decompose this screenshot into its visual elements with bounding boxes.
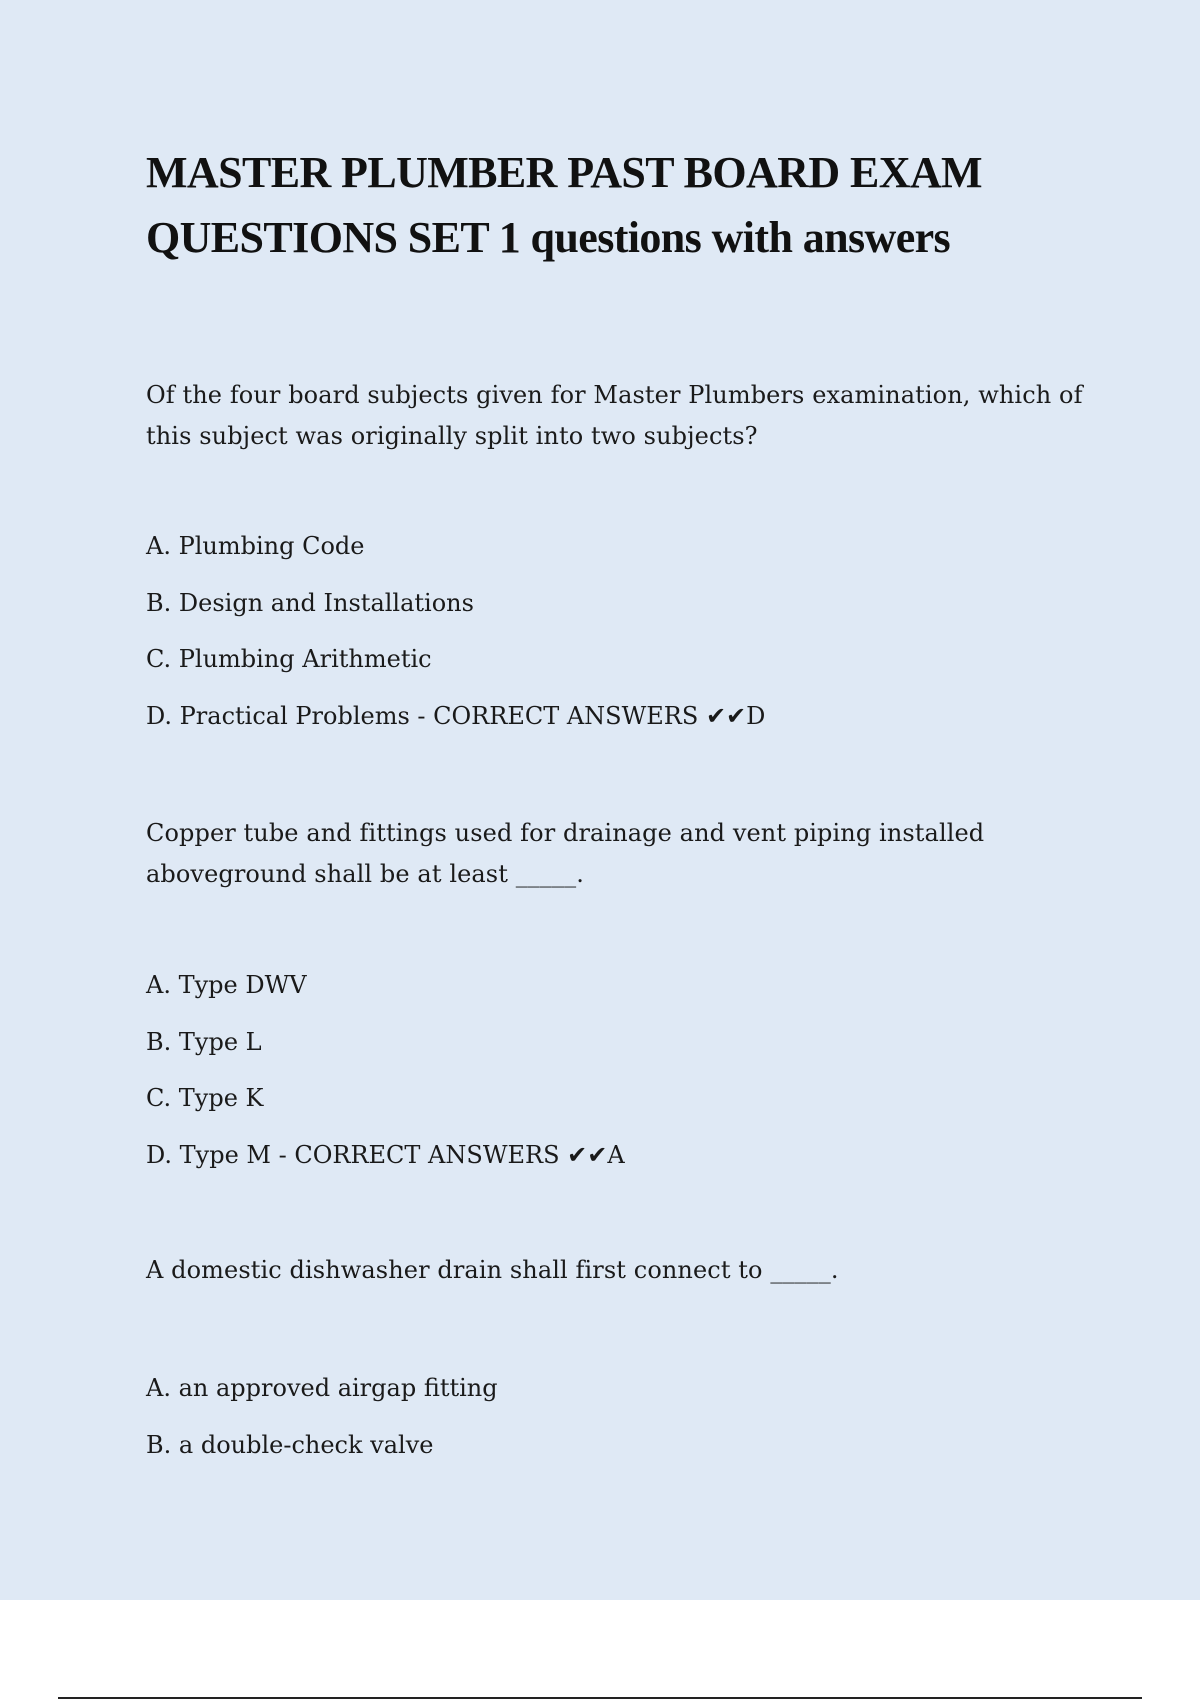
answer-option: C. Plumbing Arithmetic [146,645,432,673]
answer-option: B. Design and Installations [146,588,474,617]
question-text: A domestic dishwasher drain shall first connect to _____. [146,1256,839,1284]
answer-option: A. Plumbing Code [146,532,365,560]
answer-option: B. Type L [146,1027,262,1056]
answer-options [146,957,1086,1183]
question-block [146,375,1086,744]
answer-options [146,518,1086,744]
answer-option: B. a double-check valve [146,1430,434,1459]
answer-option: A. an approved airgap fitting [146,1374,498,1402]
answer-option: C. Type K [146,1084,264,1112]
footer-divider [58,1697,1142,1699]
document-content [146,140,1086,1473]
answer-option: D. Practical Problems - CORRECT ANSWERS ✔✔D [146,701,766,730]
question-text: Copper tube and fittings used for drainage and vent piping installed aboveground shall be at least _____. [146,819,985,888]
question-block [146,1250,1086,1473]
answer-options [146,1360,1086,1473]
question-block [146,813,1086,1183]
answer-option: D. Type M - CORRECT ANSWERS ✔✔A [146,1140,625,1169]
answer-option: A. Type DWV [146,971,307,999]
document-title: MASTER PLUMBER PAST BOARD EXAM QUESTIONS SET 1 questions with answers [146,148,982,262]
question-text: Of the four board subjects given for Master Plumbers examination, which of this subject was originally split into two subjects? [146,381,1083,450]
